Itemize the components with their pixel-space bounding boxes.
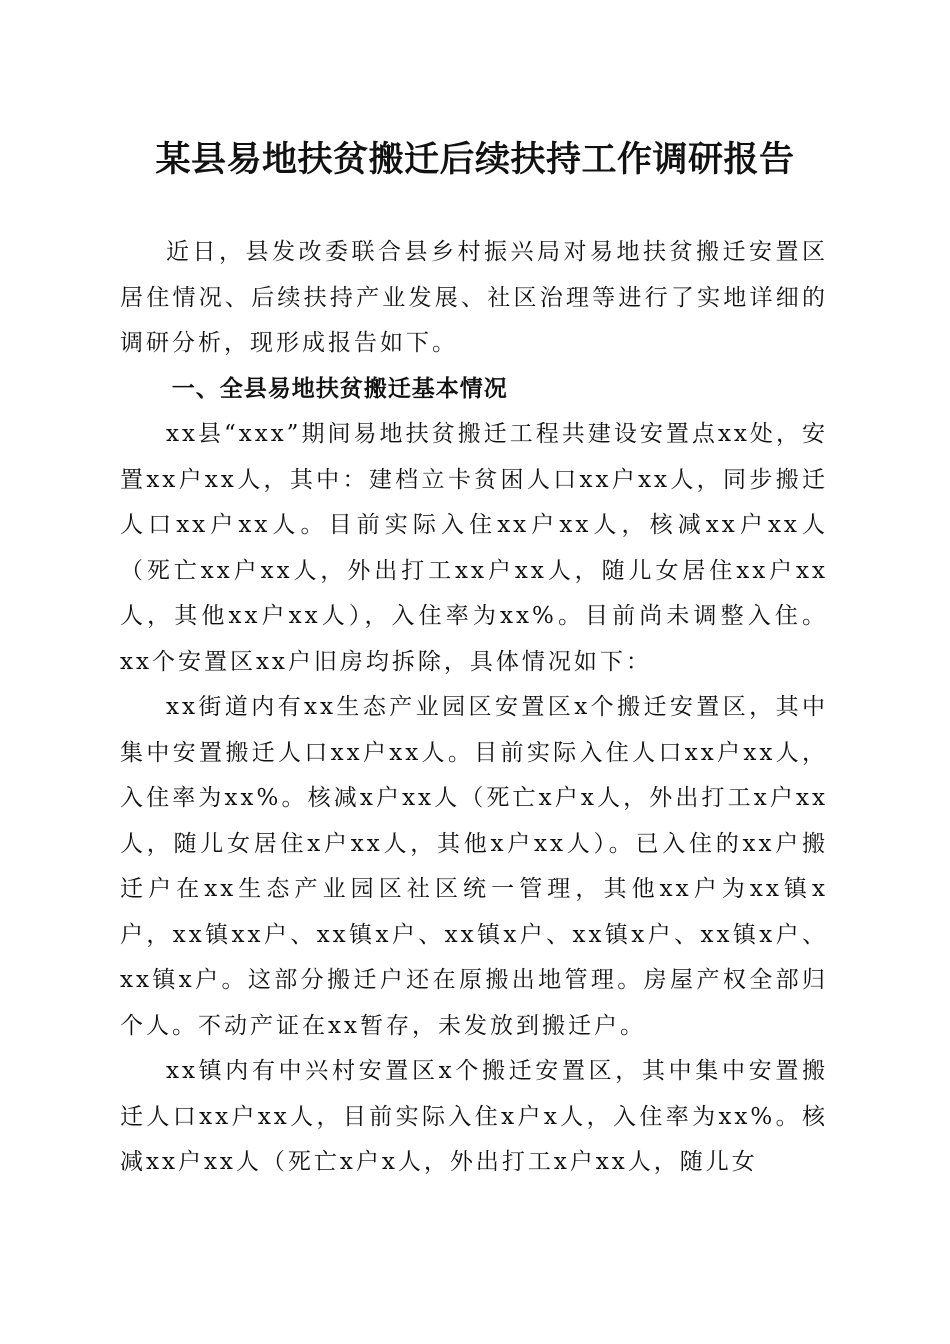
intro-paragraph: 近日，县发改委联合县乡村振兴局对易地扶贫搬迁安置区居住情况、后续扶持产业发展、社区治理等进行了实地详细的调研分析，现形成报告如下。 (120, 239, 828, 356)
overview-paragraph: xx县“xxx”期间易地扶贫搬迁工程共建设安置点xx处，安置xx户xx人，其中：建档立卡贫困人口xx户xx人，同步搬迁人口xx户xx人。目前实际入住xx户xx人，核减xx户xx人（死亡xx户xx人，外出打工xx户xx人，随儿女居住xx户xx人，其他xx户xx人），入住率为xx%。目前尚未调整入住。xx个安置区xx户旧房均拆除，具体情况如下： (120, 421, 828, 675)
section-heading: 一、全县易地扶贫搬迁基本情况 (171, 375, 508, 402)
document-body (120, 230, 828, 1186)
street-paragraph: xx街道内有xx生态产业园区安置区x个搬迁安置区，其中集中安置搬迁人口xx户xx人。目前实际入住人口xx户xx人，入住率为xx%。核减x户xx人（死亡x户x人，外出打工x户xx人，随儿女居住x户xx人，其他x户xx人）。已入住的xx户搬迁户在xx生态产业园区社区统一管理，其他xx户为xx镇x户，xx镇xx户、xx镇x户、xx镇x户、xx镇x户、xx镇x户、xx镇x户。这部分搬迁户还在原搬出地管理。房屋产权全部归个人。不动产证在xx暂存，未发放到搬迁户。 (120, 694, 828, 1039)
document-title: 某县易地扶贫搬迁后续扶持工作调研报告 (155, 139, 795, 180)
town-paragraph: xx镇内有中兴村安置区x个搬迁安置区，其中集中安置搬迁人口xx户xx人，目前实际入住x户x人，入住率为xx%。核减xx户xx人（死亡x户x人，外出打工x户xx人，随儿女 (120, 1058, 828, 1175)
